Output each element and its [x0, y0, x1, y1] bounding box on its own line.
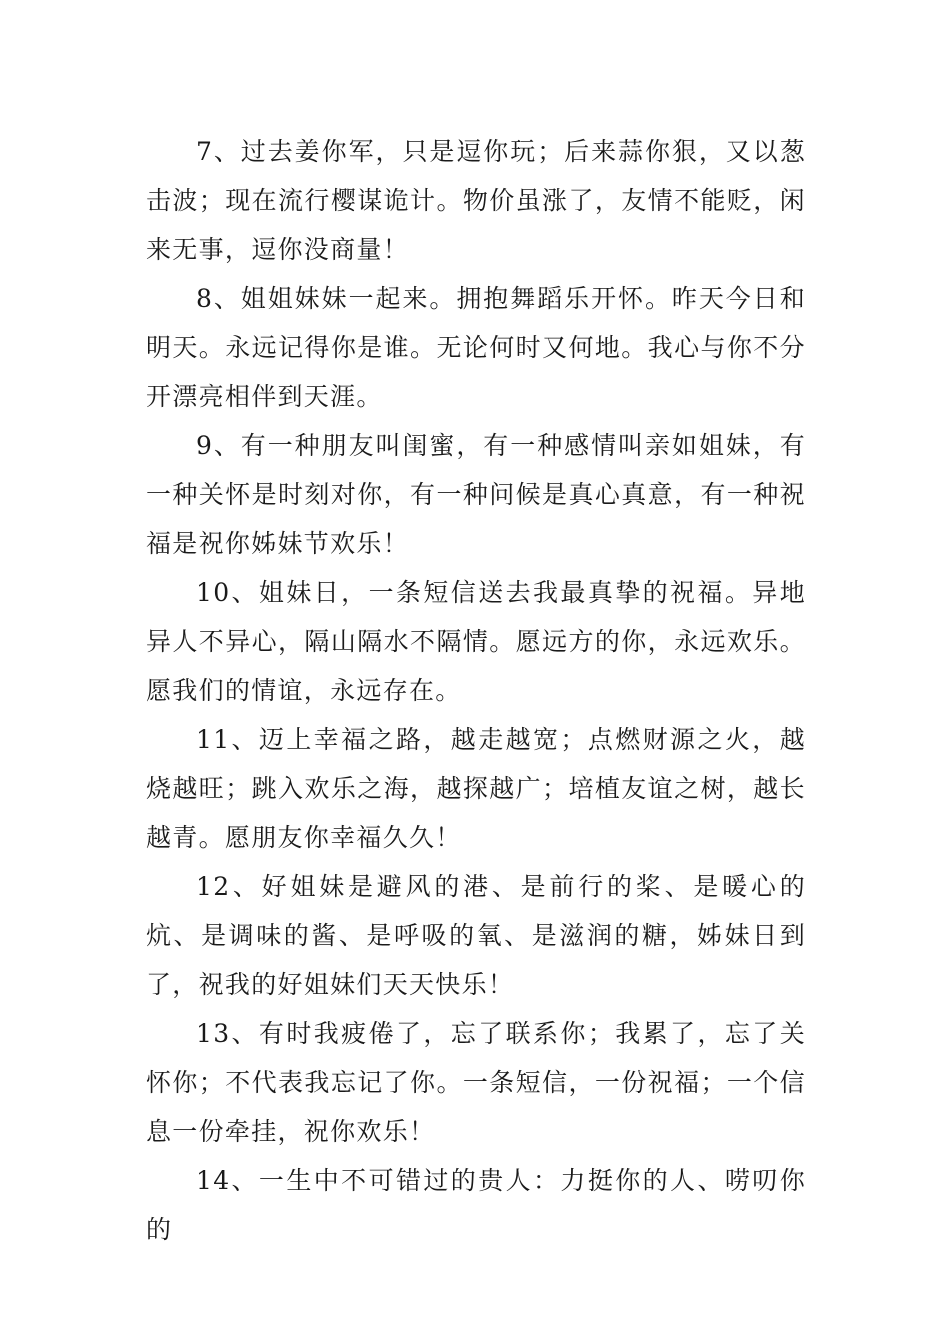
paragraph-14: 14、一生中不可错过的贵人：力挺你的人、唠叨你的: [146, 1166, 806, 1244]
paragraph-11: 11、迈上幸福之路，越走越宽；点燃财源之火，越烧越旺；跳入欢乐之海，越探越广；培植友谊之树，越长越青。愿朋友你幸福久久！: [146, 725, 806, 852]
paragraph-8: 8、姐姐妹妹一起来。拥抱舞蹈乐开怀。昨天今日和明天。永远记得你是谁。无论何时又何地。我心与你不分开漂亮相伴到天涯。: [146, 284, 806, 411]
paragraph-13: 13、有时我疲倦了，忘了联系你；我累了，忘了关怀你；不代表我忘记了你。一条短信，一份祝福；一个信息一份牵挂，祝你欢乐！: [146, 1019, 806, 1146]
paragraph-10: 10、姐妹日，一条短信送去我最真挚的祝福。异地异人不异心，隔山隔水不隔情。愿远方的你，永远欢乐。愿我们的情谊，永远存在。: [146, 578, 806, 705]
paragraph-9: 9、有一种朋友叫闺蜜，有一种感情叫亲如姐妹，有一种关怀是时刻对你，有一种问候是真心真意，有一种祝福是祝你姊妹节欢乐！: [146, 431, 806, 558]
paragraph-7: 7、过去姜你军，只是逗你玩；后来蒜你狠，又以葱击波；现在流行樱谋诡计。物价虽涨了，友情不能贬，闲来无事，逗你没商量！: [146, 137, 806, 264]
document-body: [146, 127, 806, 1254]
paragraph-12: 12、好姐妹是避风的港、是前行的桨、是暖心的炕、是调味的酱、是呼吸的氧、是滋润的糖，姊妹日到了，祝我的好姐妹们天天快乐！: [146, 872, 806, 999]
